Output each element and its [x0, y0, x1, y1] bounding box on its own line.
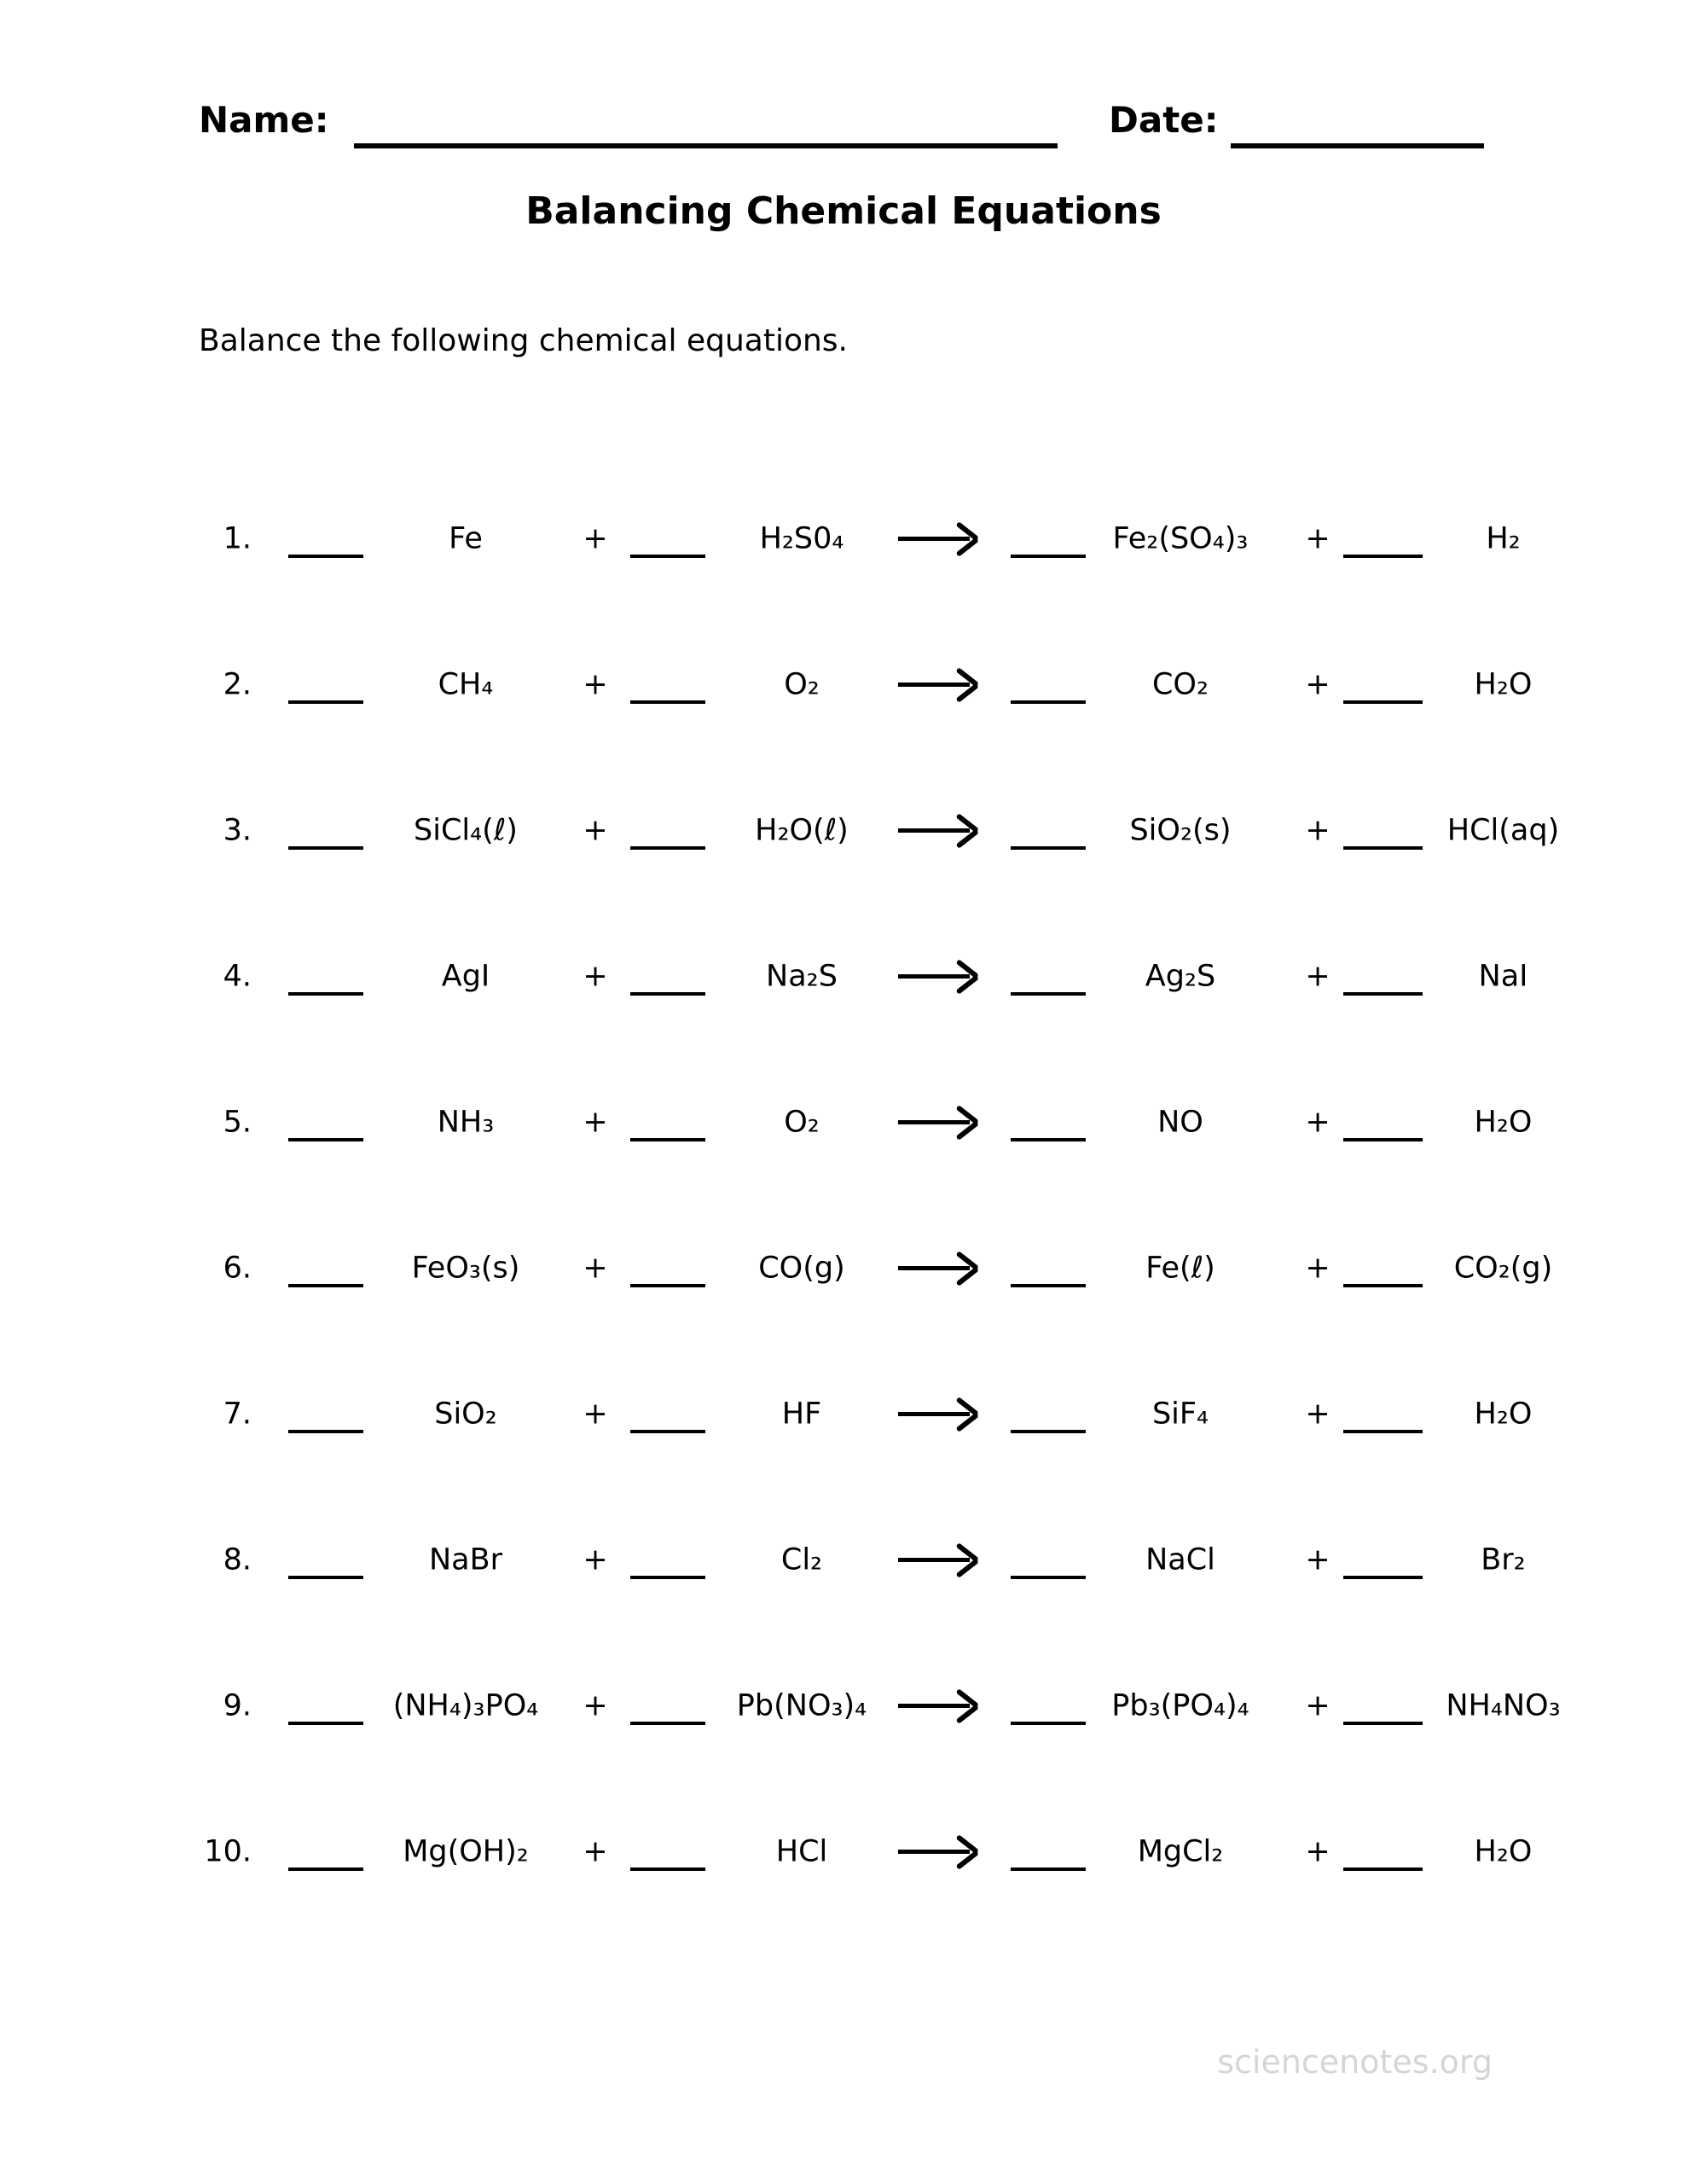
coefficient-blank[interactable] — [1011, 1138, 1086, 1141]
coefficient-blank[interactable] — [1011, 1867, 1086, 1871]
plus-sign: + — [583, 959, 608, 993]
reactant-formula: NaBr — [428, 1542, 503, 1577]
reactant-formula: AgI — [441, 959, 490, 993]
coefficient-blank[interactable] — [1011, 992, 1086, 996]
page-title: Balancing Chemical Equations — [525, 189, 1162, 233]
product-formula: Pb₃(PO₄)₄ — [1111, 1688, 1249, 1722]
reactant-formula: H₂O(ℓ) — [755, 813, 849, 847]
plus-sign: + — [583, 1251, 608, 1285]
coefficient-blank[interactable] — [630, 555, 705, 558]
coefficient-blank[interactable] — [1011, 846, 1086, 850]
plus-sign: + — [1305, 1542, 1330, 1577]
coefficient-blank[interactable] — [288, 700, 363, 704]
coefficient-blank[interactable] — [630, 992, 705, 996]
coefficient-blank[interactable] — [630, 700, 705, 704]
arrow-shaft — [898, 1558, 970, 1562]
product-formula: H₂O — [1474, 1834, 1533, 1868]
yields-arrow-icon — [898, 1835, 977, 1869]
reactant-formula: (NH₄)₃PO₄ — [392, 1688, 539, 1722]
reactant-formula: HCl — [775, 1834, 828, 1868]
arrow-shaft — [898, 1850, 970, 1854]
coefficient-blank[interactable] — [1343, 992, 1423, 996]
coefficient-blank[interactable] — [288, 555, 363, 558]
product-formula: NaI — [1478, 959, 1528, 993]
equation-number: 9. — [223, 1688, 252, 1722]
product-formula: MgCl₂ — [1137, 1834, 1224, 1868]
equation-row — [0, 466, 1687, 612]
equation-row — [0, 612, 1687, 758]
yields-arrow-icon — [898, 1252, 977, 1286]
arrow-shaft — [898, 1412, 970, 1416]
yields-arrow-icon — [898, 522, 977, 556]
arrow-shaft — [898, 1266, 970, 1270]
coefficient-blank[interactable] — [1011, 1430, 1086, 1433]
yields-arrow-icon — [898, 1106, 977, 1140]
name-input-line[interactable] — [354, 143, 1058, 148]
equation-row — [0, 1633, 1687, 1779]
coefficient-blank[interactable] — [1343, 555, 1423, 558]
plus-sign: + — [583, 1688, 608, 1722]
reactant-formula: SiCl₄(ℓ) — [414, 813, 518, 847]
coefficient-blank[interactable] — [1343, 1867, 1423, 1871]
product-formula: NaCl — [1145, 1542, 1215, 1577]
coefficient-blank[interactable] — [1011, 700, 1086, 704]
coefficient-blank[interactable] — [630, 1138, 705, 1141]
plus-sign: + — [583, 1834, 608, 1868]
product-formula: H₂O — [1474, 667, 1533, 701]
coefficient-blank[interactable] — [1011, 1576, 1086, 1579]
reactant-formula: Fe — [449, 521, 483, 555]
reactant-formula: SiO₂ — [434, 1397, 497, 1431]
product-formula: SiO₂(s) — [1129, 813, 1232, 847]
yields-arrow-icon — [898, 814, 977, 848]
coefficient-blank[interactable] — [1343, 700, 1423, 704]
reactant-formula: Pb(NO₃)₄ — [736, 1688, 867, 1722]
plus-sign: + — [1305, 667, 1330, 701]
coefficient-blank[interactable] — [1011, 1284, 1086, 1287]
product-formula: SiF₄ — [1151, 1397, 1209, 1431]
instruction-text: Balance the following chemical equations. — [199, 323, 848, 358]
equation-number: 2. — [223, 667, 252, 701]
product-formula: Fe₂(SO₄)₃ — [1112, 521, 1249, 555]
equation-row — [0, 758, 1687, 903]
coefficient-blank[interactable] — [288, 1867, 363, 1871]
coefficient-blank[interactable] — [288, 1138, 363, 1141]
product-formula: Br₂ — [1481, 1542, 1526, 1577]
plus-sign: + — [583, 813, 608, 847]
coefficient-blank[interactable] — [630, 1430, 705, 1433]
arrow-shaft — [898, 1120, 970, 1124]
reactant-formula: Cl₂ — [780, 1542, 823, 1577]
reactant-formula: Mg(OH)₂ — [403, 1834, 529, 1868]
plus-sign: + — [583, 1105, 608, 1139]
coefficient-blank[interactable] — [288, 1576, 363, 1579]
name-label: Name: — [199, 99, 329, 141]
arrow-shaft — [898, 828, 970, 833]
equation-number: 7. — [223, 1397, 252, 1431]
reactant-formula: CH₄ — [438, 667, 494, 701]
reactant-formula: HF — [781, 1397, 822, 1431]
equation-row — [0, 1779, 1687, 1925]
equation-number: 5. — [223, 1105, 252, 1139]
footer-watermark: sciencenotes.org — [1217, 2043, 1493, 2081]
yields-arrow-icon — [898, 1689, 977, 1723]
equation-number: 8. — [223, 1542, 252, 1577]
coefficient-blank[interactable] — [288, 1284, 363, 1287]
product-formula: H₂ — [1486, 521, 1521, 555]
product-formula: H₂O — [1474, 1397, 1533, 1431]
reactant-formula: O₂ — [784, 667, 820, 701]
coefficient-blank[interactable] — [1343, 1722, 1423, 1725]
product-formula: H₂O — [1474, 1105, 1533, 1139]
product-formula: HCl(aq) — [1446, 813, 1560, 847]
coefficient-blank[interactable] — [630, 1284, 705, 1287]
plus-sign: + — [583, 667, 608, 701]
equation-number: 10. — [204, 1834, 252, 1868]
product-formula: CO₂(g) — [1453, 1251, 1553, 1285]
equations-list — [0, 466, 1687, 1925]
yields-arrow-icon — [898, 668, 977, 702]
coefficient-blank[interactable] — [288, 1430, 363, 1433]
plus-sign: + — [1305, 1834, 1330, 1868]
plus-sign: + — [1305, 1105, 1330, 1139]
equation-number: 4. — [223, 959, 252, 993]
reactant-formula: Na₂S — [766, 959, 838, 993]
product-formula: CO₂ — [1151, 667, 1209, 701]
coefficient-blank[interactable] — [630, 1722, 705, 1725]
plus-sign: + — [583, 1397, 608, 1431]
coefficient-blank[interactable] — [630, 1867, 705, 1871]
coefficient-blank[interactable] — [630, 1576, 705, 1579]
plus-sign: + — [1305, 1688, 1330, 1722]
plus-sign: + — [1305, 1251, 1330, 1285]
coefficient-blank[interactable] — [1011, 555, 1086, 558]
plus-sign: + — [1305, 521, 1330, 555]
equation-row — [0, 1049, 1687, 1195]
arrow-shaft — [898, 682, 970, 687]
equation-row — [0, 1487, 1687, 1633]
plus-sign: + — [1305, 813, 1330, 847]
coefficient-blank[interactable] — [288, 992, 363, 996]
coefficient-blank[interactable] — [1343, 1138, 1423, 1141]
equation-row — [0, 1195, 1687, 1341]
equation-number: 1. — [223, 521, 252, 555]
coefficient-blank[interactable] — [288, 846, 363, 850]
reactant-formula: CO(g) — [758, 1251, 845, 1285]
coefficient-blank[interactable] — [630, 846, 705, 850]
coefficient-blank[interactable] — [1343, 1284, 1423, 1287]
product-formula: Ag₂S — [1145, 959, 1216, 993]
plus-sign: + — [1305, 1397, 1330, 1431]
reactant-formula: NH₃ — [437, 1105, 495, 1139]
arrow-shaft — [898, 537, 970, 541]
yields-arrow-icon — [898, 960, 977, 994]
equation-row — [0, 903, 1687, 1049]
arrow-shaft — [898, 1704, 970, 1708]
coefficient-blank[interactable] — [1011, 1722, 1086, 1725]
coefficient-blank[interactable] — [1343, 1430, 1423, 1433]
yields-arrow-icon — [898, 1543, 977, 1577]
coefficient-blank[interactable] — [1343, 1576, 1423, 1579]
plus-sign: + — [1305, 959, 1330, 993]
product-formula: Fe(ℓ) — [1145, 1251, 1215, 1285]
date-label: Date: — [1109, 99, 1219, 141]
date-input-line[interactable] — [1231, 143, 1484, 148]
coefficient-blank[interactable] — [288, 1722, 363, 1725]
reactant-formula: H₂S0₄ — [759, 521, 844, 555]
equation-number: 3. — [223, 813, 252, 847]
product-formula: NO — [1157, 1105, 1203, 1139]
equation-row — [0, 1341, 1687, 1487]
reactant-formula: FeO₃(s) — [411, 1251, 520, 1285]
plus-sign: + — [583, 521, 608, 555]
yields-arrow-icon — [898, 1397, 977, 1432]
arrow-shaft — [898, 974, 970, 979]
equation-number: 6. — [223, 1251, 252, 1285]
product-formula: NH₄NO₃ — [1446, 1688, 1561, 1722]
plus-sign: + — [583, 1542, 608, 1577]
coefficient-blank[interactable] — [1343, 846, 1423, 850]
reactant-formula: O₂ — [784, 1105, 820, 1139]
